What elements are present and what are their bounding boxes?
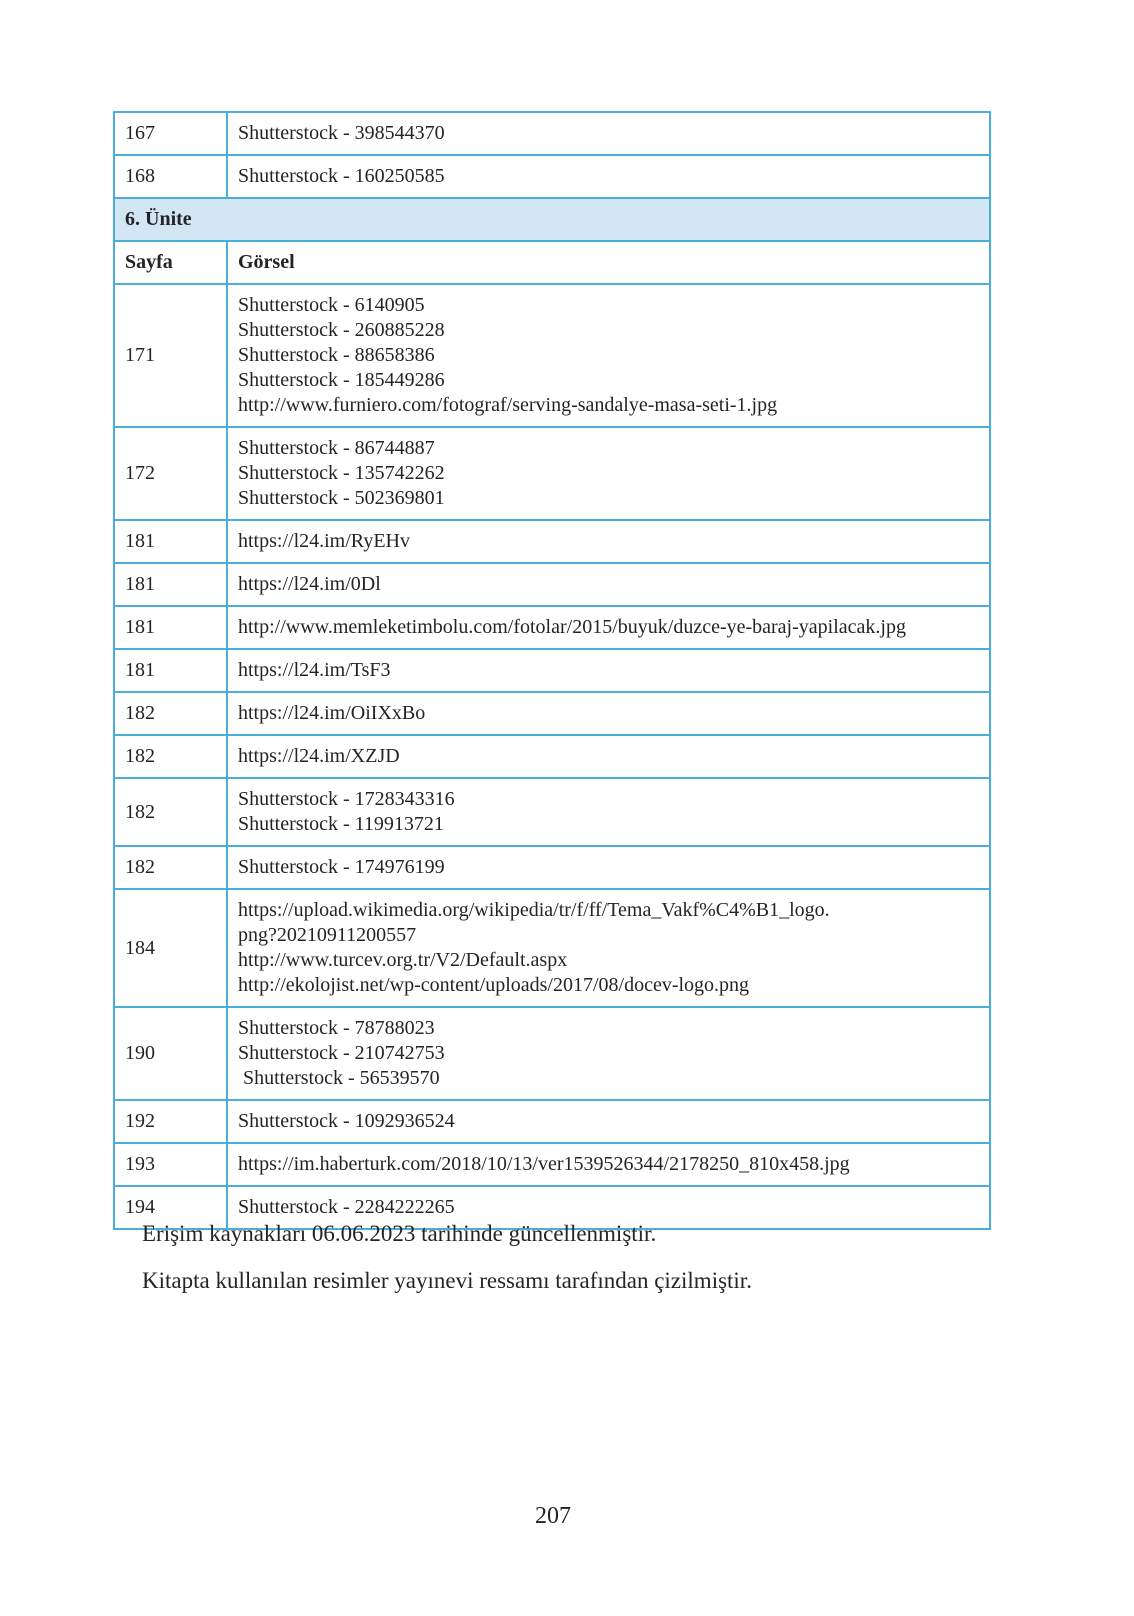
source-line: https://l24.im/RyEHv — [238, 530, 410, 552]
source-line: https://l24.im/0Dl — [238, 573, 381, 595]
table-row — [114, 112, 990, 155]
source-cell — [227, 606, 990, 649]
page-number-cell: 194 — [114, 1186, 227, 1229]
page-number-cell: 181 — [114, 563, 227, 606]
source-line: http://www.turcev.org.tr/V2/Default.aspx — [238, 949, 568, 971]
table-row — [114, 889, 990, 1007]
source-line: Shutterstock - 88658386 — [238, 344, 435, 366]
table-row — [114, 735, 990, 778]
source-cell — [227, 520, 990, 563]
page-number-cell: 181 — [114, 520, 227, 563]
page-number-cell: 184 — [114, 889, 227, 1007]
source-cell — [227, 112, 990, 155]
page-number-cell: 182 — [114, 735, 227, 778]
source-line: https://l24.im/XZJD — [238, 745, 400, 767]
table-row — [114, 846, 990, 889]
source-line: Shutterstock - 210742753 — [238, 1042, 445, 1064]
table-row — [114, 692, 990, 735]
image-credits-table — [113, 111, 991, 1230]
page-number-cell: 182 — [114, 846, 227, 889]
page-number-cell: 167 — [114, 112, 227, 155]
image-credits-table-wrap — [113, 111, 991, 1230]
source-line: Shutterstock - 86744887 — [238, 437, 435, 459]
section-header-row — [114, 198, 990, 241]
table-row — [114, 155, 990, 198]
table-row — [114, 1007, 990, 1100]
table-row — [114, 606, 990, 649]
page-number-cell: 190 — [114, 1007, 227, 1100]
credits-table-body — [114, 112, 990, 1229]
footnotes — [142, 1220, 1042, 1314]
source-line: Shutterstock - 6140905 — [238, 294, 425, 316]
table-row — [114, 427, 990, 520]
table-row — [114, 1100, 990, 1143]
source-line: http://www.memleketimbolu.com/fotolar/2015/buyuk/duzce-ye-baraj-yapilacak.jpg — [238, 616, 906, 638]
source-cell — [227, 427, 990, 520]
source-line: http://www.furniero.com/fotograf/serving-sandalye-masa-seti-1.jpg — [238, 394, 778, 416]
table-row — [114, 649, 990, 692]
source-cell — [227, 155, 990, 198]
table-row — [114, 563, 990, 606]
source-line: png?20210911200557 — [238, 924, 417, 946]
page-number-cell: 168 — [114, 155, 227, 198]
source-line: Shutterstock - 160250585 — [238, 165, 445, 187]
source-line: Shutterstock - 185449286 — [238, 369, 445, 391]
source-line: Shutterstock - 502369801 — [238, 487, 445, 509]
page-number-cell: 172 — [114, 427, 227, 520]
source-line: https://upload.wikimedia.org/wikipedia/tr/f/ff/Tema_Vakf%C4%B1_logo. — [238, 899, 830, 921]
page-number-cell: 181 — [114, 606, 227, 649]
source-line: Shutterstock - 119913721 — [238, 813, 444, 835]
table-row — [114, 520, 990, 563]
source-cell — [227, 735, 990, 778]
column-header-row — [114, 241, 990, 284]
source-line: Shutterstock - 135742262 — [238, 462, 445, 484]
access-date-note: Erişim kaynakları 06.06.2023 tarihinde güncellenmiştir. — [142, 1221, 657, 1246]
source-line: Shutterstock - 398544370 — [238, 122, 445, 144]
source-cell — [227, 778, 990, 846]
source-line: Shutterstock - 56539570 — [238, 1067, 440, 1089]
page-number-cell: 182 — [114, 778, 227, 846]
source-cell — [227, 1143, 990, 1186]
source-line: Shutterstock - 1092936524 — [238, 1110, 455, 1132]
page-number-cell: 182 — [114, 692, 227, 735]
source-line: Shutterstock - 174976199 — [238, 856, 445, 878]
page-number-cell: 181 — [114, 649, 227, 692]
page-number-cell: 192 — [114, 1100, 227, 1143]
table-row — [114, 284, 990, 427]
table-row — [114, 1143, 990, 1186]
source-line: http://ekolojist.net/wp-content/uploads/2017/08/docev-logo.png — [238, 974, 750, 996]
source-cell — [227, 692, 990, 735]
source-line: Shutterstock - 78788023 — [238, 1017, 435, 1039]
page-number: 207 — [535, 1503, 571, 1529]
illustrator-note: Kitapta kullanılan resimler yayınevi ressamı tarafından çizilmiştir. — [142, 1268, 752, 1293]
source-cell — [227, 649, 990, 692]
source-cell — [227, 889, 990, 1007]
source-cell — [227, 1100, 990, 1143]
source-line: https://im.haberturk.com/2018/10/13/ver1539526344/2178250_810x458.jpg — [238, 1153, 850, 1175]
source-cell — [227, 846, 990, 889]
source-line: Shutterstock - 1728343316 — [238, 788, 455, 810]
page-number-cell: 193 — [114, 1143, 227, 1186]
source-cell — [227, 1007, 990, 1100]
source-cell — [227, 563, 990, 606]
column-header-gorsel: Görsel — [227, 241, 990, 284]
table-row — [114, 778, 990, 846]
source-line: https://l24.im/TsF3 — [238, 659, 391, 681]
source-cell — [227, 284, 990, 427]
column-header-sayfa: Sayfa — [114, 241, 227, 284]
section-header: 6. Ünite — [114, 198, 990, 241]
source-line: Shutterstock - 260885228 — [238, 319, 445, 341]
source-line: Shutterstock - 2284222265 — [238, 1196, 455, 1218]
page-number-cell: 171 — [114, 284, 227, 427]
source-line: https://l24.im/OiIXxBo — [238, 702, 426, 724]
